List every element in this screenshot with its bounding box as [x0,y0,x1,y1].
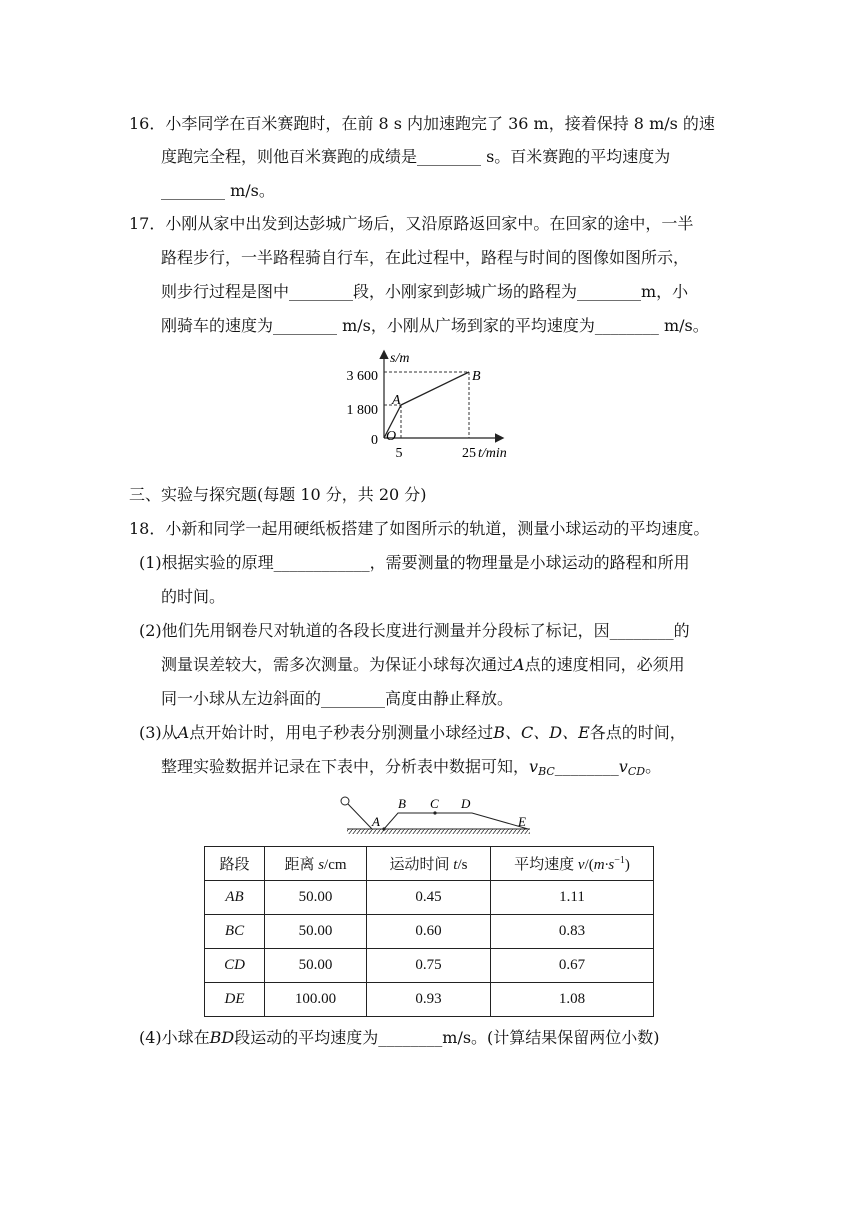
x-axis-label: t/min [478,446,507,461]
q17-line-3: 则步行过程是图中________段，小刚家到彭城广场的路程为________m，小 [161,282,689,301]
cell-distance: 50.00 [265,915,367,949]
q17-line-1: 17．小刚从家中出发到达彭城广场后，又沿原路返回家中。在回家的途中，一半 [129,214,694,233]
ball [341,797,349,805]
point-o-label: O [386,429,397,444]
q16-line-1: 16．小李同学在百米赛跑时，在前 8 s 内加速跑完了 36 m，接着保持 8 m/s 的速 [129,114,715,133]
ground-hatching [347,829,530,834]
point-b-label: B [472,369,481,384]
q18-line-1: 18．小新和同学一起用硬纸板搭建了如图所示的轨道，测量小球运动的平均速度。 [129,519,710,538]
cell-distance: 50.00 [265,881,367,915]
cell-segment: CD [205,949,265,983]
segment-ab [401,372,469,405]
q17-line-4: 刚骑车的速度为________ m/s，小刚从广场到家的平均速度为________ m/s。 [161,316,709,335]
track-diagram [338,790,538,840]
cell-time: 0.93 [367,983,491,1017]
cell-speed: 0.83 [491,915,654,949]
y-axis-label: s/m [390,351,410,366]
track-line [384,813,528,829]
q18-part4-line: (4)小球在BD段运动的平均速度为________m/s。(计算结果保留两位小数) [139,1028,660,1047]
cell-distance: 100.00 [265,983,367,1017]
q16-line-2: 度跑完全程，则他百米赛跑的成绩是________ s。百米赛跑的平均速度为 [161,147,671,166]
cell-time: 0.60 [367,915,491,949]
data-table [204,846,654,1017]
track-label-d: D [461,796,471,811]
cell-segment: AB [205,881,265,915]
table-row [205,949,654,983]
left-ramp [348,804,372,829]
y-tick-3600: 3 600 [346,369,378,384]
cell-segment: BC [205,915,265,949]
cell-speed: 1.11 [491,881,654,915]
header-segment: 路段 [205,847,265,881]
q18-part2-line-3: 同一小球从左边斜面的________高度由静止释放。 [161,689,514,708]
cell-time: 0.45 [367,881,491,915]
track-label-b: B [398,796,406,811]
track-label-e: E [518,814,526,829]
q18-part3-line-1: (3)从A点开始计时，用电子秒表分别测量小球经过B、C、D、E各点的时间， [139,723,686,742]
q18-part3-line-2: 整理实验数据并记录在下表中，分析表中数据可知，$v_{BC}\_\_\_\_\_\_\_\_v_{CD}$。 [161,757,662,778]
x-tick-25: 25 [462,446,476,461]
origin-label: 0 [371,433,378,448]
q18-part2-line-1: (2)他们先用钢卷尺对轨道的各段长度进行测量并分段标了标记，因________的 [139,621,690,640]
cell-time: 0.75 [367,949,491,983]
q16-line-3: ________ m/s。 [161,181,275,200]
cell-distance: 50.00 [265,949,367,983]
q17-line-2: 路程步行，一半路程骑自行车，在此过程中，路程与时间的图像如图所示， [161,248,690,267]
track-label-a: A [372,814,380,829]
mark-a [382,827,385,830]
table-row [205,881,654,915]
q18-part1-line-2: 的时间。 [161,587,226,606]
point-a-label: A [392,393,401,408]
table-row [205,983,654,1017]
q18-part2-line-2: 测量误差较大，需多次测量。为保证小球每次通过A点的速度相同，必须用 [161,655,685,674]
table-header-row [205,847,654,881]
cell-segment: DE [205,983,265,1017]
cell-speed: 0.67 [491,949,654,983]
distance-time-graph [330,346,530,464]
mark-c [433,811,436,814]
table-row [205,915,654,949]
cell-speed: 1.08 [491,983,654,1017]
x-tick-5: 5 [395,446,403,461]
y-tick-1800: 1 800 [346,403,378,418]
track-label-c: C [430,796,439,811]
q18-part1-line-1: (1)根据实验的原理____________，需要测量的物理量是小球运动的路程和所用 [139,553,690,572]
header-speed: 平均速度 $v/(m\cdot s^{-1})$ [491,847,654,881]
section-3-heading: 三、实验与探究题(每题 10 分，共 20 分) [129,485,427,504]
header-distance: 距离 s/cm [265,847,367,881]
header-time: 运动时间 t/s [367,847,491,881]
